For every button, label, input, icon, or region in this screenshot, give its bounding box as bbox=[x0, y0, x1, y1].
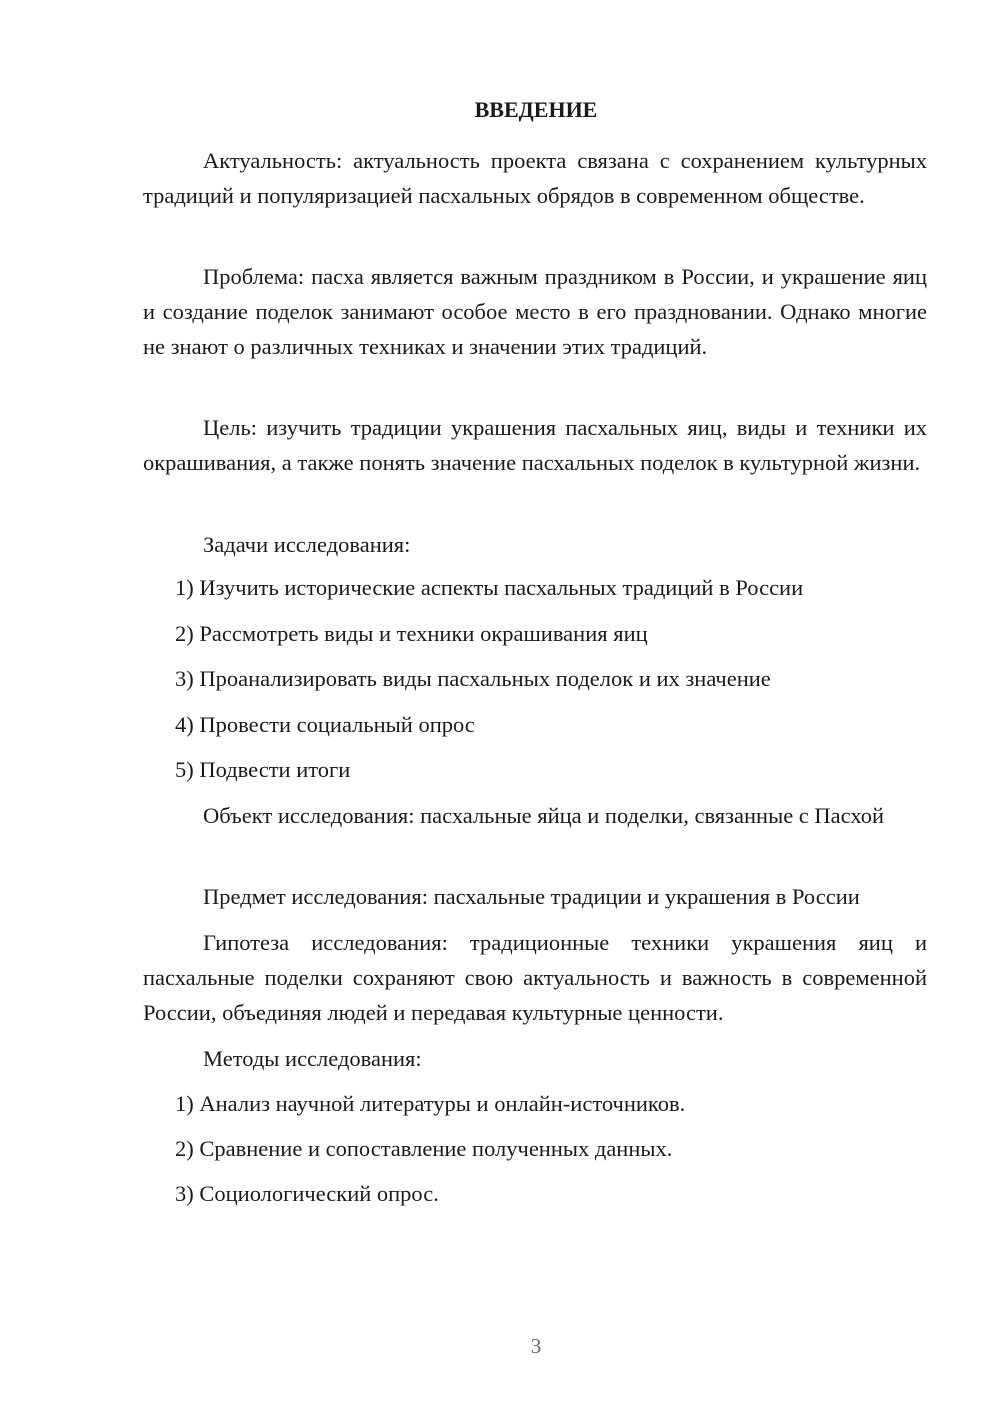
method-item-3: 3) Социологический опрос. bbox=[175, 1181, 439, 1206]
relevance-paragraph: Актуальность: актуальность проекта связана с сохранением культурных традиций и популяризацией пасхальных обрядов в современном обществе. bbox=[143, 148, 927, 208]
method-item-2: 2) Сравнение и сопоставление полученных данных. bbox=[175, 1136, 673, 1161]
method-item-1: 1) Анализ научной литературы и онлайн-источников. bbox=[175, 1091, 686, 1116]
task-item-4: 4) Провести социальный опрос bbox=[175, 712, 475, 737]
task-item-3: 3) Проанализировать виды пасхальных поделок и их значение bbox=[175, 666, 771, 691]
methods-heading: Методы исследования: bbox=[203, 1046, 422, 1071]
tasks-heading: Задачи исследования: bbox=[203, 532, 411, 557]
task-item-1: 1) Изучить исторические аспекты пасхальных традиций в России bbox=[175, 575, 804, 600]
subject-paragraph: Предмет исследования: пасхальные традиции и украшения в России bbox=[203, 884, 860, 909]
object-paragraph: Объект исследования: пасхальные яйца и поделки, связанные с Пасхой bbox=[203, 803, 885, 828]
page-number: 3 bbox=[530, 1334, 542, 1358]
task-item-5: 5) Подвести итоги bbox=[175, 757, 351, 782]
task-item-2: 2) Рассмотреть виды и техники окрашивания яиц bbox=[175, 621, 648, 646]
hypothesis-paragraph: Гипотеза исследования: традиционные техники украшения яиц и пасхальные поделки сохраняют свою актуальность и важность в современной России, объединяя людей и передавая культурные ценности. bbox=[143, 930, 927, 1025]
goal-paragraph: Цель: изучить традиции украшения пасхальных яиц, виды и техники их окрашивания, а также понять значение пасхальных поделок в культурной жизни. bbox=[143, 415, 927, 475]
problem-paragraph: Проблема: пасха является важным праздником в России, и украшение яиц и создание поделок занимают особое место в его праздновании. Однако многие не знают о различных техниках и значении этих традиций. bbox=[143, 264, 927, 359]
page-title: ВВЕДЕНИЕ bbox=[474, 97, 598, 122]
